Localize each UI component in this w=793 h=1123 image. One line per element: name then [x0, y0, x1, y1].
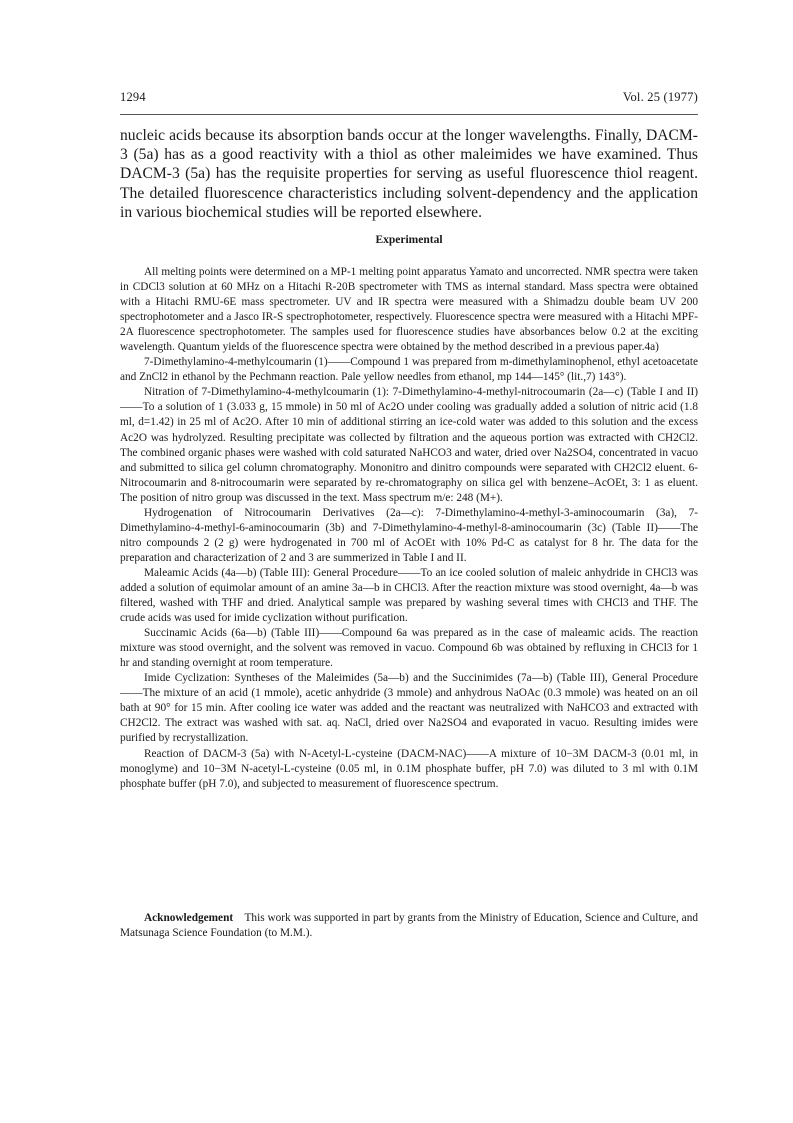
running-header [120, 90, 698, 105]
acknowledgement-text: This work was supported in part by grants from the Ministry of Education, Science and Culture, and Matsunaga Science Foundation (to M.M.). [120, 912, 698, 940]
paragraph-nitration: Nitration of 7-Dimethylamino-4-methylcoumarin (1): 7-Dimethylamino-4-methyl-nitrocoumarin (2a—c) (Table I and II)——To a solution of 1 (3.033 g, 15 mmole) in 50 ml of Ac2O under cooling was gradually added a solution of nitric acid (1.8 ml, d=1.42) in 25 ml of Ac2O. After 10 min of additional stirring an ice-cold water was added to this solution and the excess Ac2O was hydrolyzed. Resulting precipitate was collected by filtration and the aqueous portion was extracted with CH2Cl2. The combined organic phases were washed with cold saturated NaHCO3 and water, dried over Na2SO4, concentrated in vacuo and submitted to silica gel column chromatography. Mononitro and dinitro compounds were separated with CH2Cl2 eluent. 6-Nitrocoumarin and 8-nitrocoumarin were separated by re-chromatography on silica gel with benzene–AcOEt, 3: 1 as eluent. The position of nitro group was discussed in the text. Mass spectrum m/e: 248 (M+). [120, 386, 698, 504]
intro-paragraph [120, 126, 698, 222]
section-title: Experimental [375, 234, 443, 246]
paragraph-instruments: All melting points were determined on a MP-1 melting point apparatus Yamato and uncorrected. NMR spectra were taken in CDCl3 solution at 60 MHz on a Hitachi R-20B spectrometer with TMS as internal standard. Mass spectra were obtained with a Hitachi RMU-6E mass spectrometer. UV and IR spectra were measured with a Shimadzu double beam UV 200 spectrophotometer and a Jasco IR-S spectrophotometer, respectively. Fluorescence spectra were measured with a Hitachi MPF-2A fluorescence spectrophotometer. The samples used for fluorescence studies have absorbances below 0.2 at the exciting wavelength. Quantum yields of the fluorescence spectra were obtained by the method described in a previous paper.4a) [120, 266, 698, 354]
paragraph-succinamic-acids: Succinamic Acids (6a—b) (Table III)——Compound 6a was prepared as in the case of maleamic acids. The reaction mixture was stood overnight, and the solvent was removed in vacuo. Compound 6b was obtained by refluxing in CHCl3 for 1 hr and standing overnight at room temperature. [120, 627, 698, 670]
intro-text: nucleic acids because its absorption bands occur at the longer wavelengths. Finally, DACM-3 (5a) has as a good reactivity with a thiol as other maleimides we have examined. Thus DACM-3 (5a) has the requisite properties for serving as useful fluorescence thiol reagent. The detailed fluorescence characteristics including solvent-dependency and the application in various biochemical studies will be reported elsewhere. [120, 127, 698, 221]
acknowledgement-paragraph [120, 911, 698, 941]
paragraph-hydrogenation: Hydrogenation of Nitrocoumarin Derivatives (2a—c): 7-Dimethylamino-4-methyl-3-aminocoumarin (3a), 7-Dimethylamino-4-methyl-6-aminocoumarin (3b) and 7-Dimethylamino-4-methyl-8-aminocoumarin (3c) (Table II)——The nitro compounds 2 (2 g) were hydrogenated in 700 ml of AcOEt with 10% Pd-C as catalyst for 8 hr. The data for the preparation and characterization of 2 and 3 are summerized in Table I and II. [120, 506, 698, 564]
experimental-section [120, 265, 698, 792]
volume-info: Vol. 25 (1977) [622, 90, 698, 104]
paragraph-maleamic-acids: Maleamic Acids (4a—b) (Table III): General Procedure——To an ice cooled solution of maleic anhydride in CHCl3 was added a solution of equimolar amount of an amine 3a—b in CHCl3. After the reaction mixture was stood overnight, 4a—b was filtered, washed with THF and dried. Analytical sample was prepared by washing several times with CHCl3 and THF. The crude acids was used for imide cyclization without purification. [120, 566, 698, 625]
header-rule [120, 114, 698, 115]
paragraph-imide-cyclization: Imide Cyclization: Syntheses of the Maleimides (5a—b) and the Succinimides (7a—b) (Table III), General Procedure——The mixture of an acid (1 mmole), acetic anhydride (3 mmole) and anhydrous NaOAc (0.3 mmole) was heated on an oil bath at 90° for 15 min. After cooling ice water was added and the reactant was neutralized with NaHCO3 and extracted with CH2Cl2. The extract was washed with sat. aq. NaCl, dried over Na2SO4 and evaporated in vacuo. Resulting imides were purified by recrystallization. [120, 672, 698, 745]
acknowledgement-heading: Acknowledgement [144, 912, 234, 924]
paragraph-compound-1: 7-Dimethylamino-4-methylcoumarin (1)——Compound 1 was prepared from m-dimethylaminophenol, ethyl acetoacetate and ZnCl2 in ethanol by the Pechmann reaction. Pale yellow needles from ethanol, mp 144—145° (lit.,7) 143°). [120, 356, 698, 384]
paragraph-dacm-nac-reaction: Reaction of DACM-3 (5a) with N-Acetyl-L-cysteine (DACM-NAC)——A mixture of 10−3M DACM-3 (0.01 ml, in monoglyme) and 10−3M N-acetyl-L-cysteine (0.05 ml, in 0.1M phosphate buffer, pH 7.0) was diluted to 3 ml with 0.1M phosphate buffer (pH 7.0), and subjected to measurement of fluorescence spectrum. [120, 747, 698, 790]
page-number: 1294 [120, 90, 146, 104]
acknowledgement [120, 911, 698, 941]
